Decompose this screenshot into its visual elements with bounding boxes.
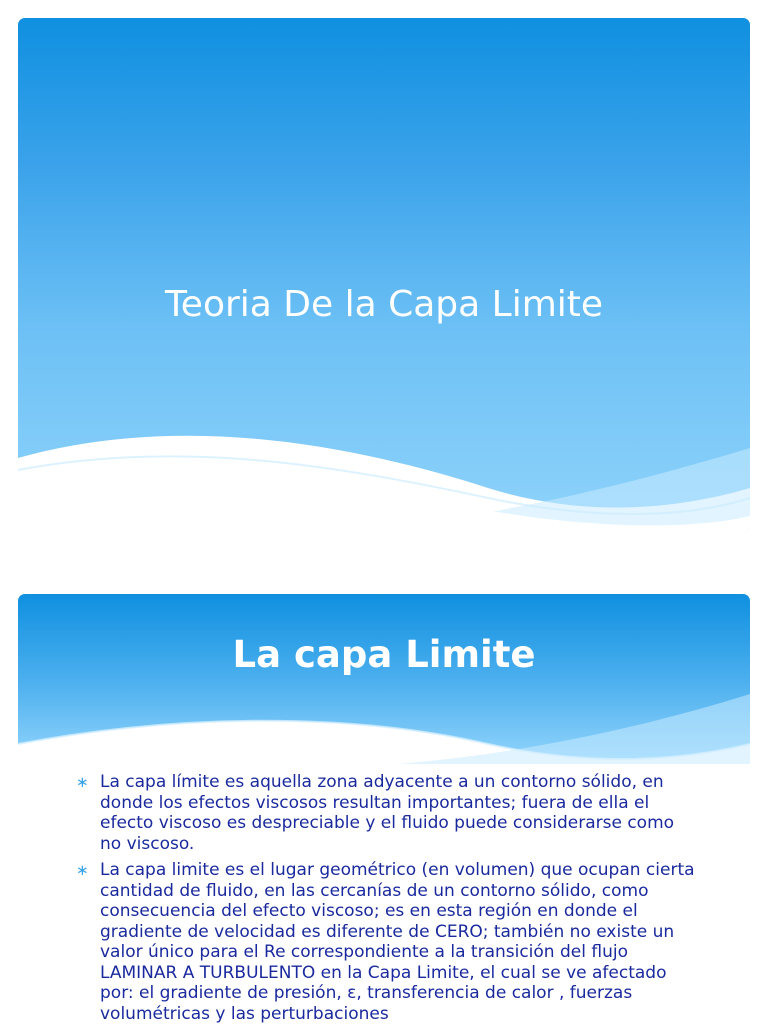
bullet-text: La capa límite es aquella zona adyacente a un contorno sólido, en donde los efectos viscosos resultan importantes; fuera de ella el efecto viscoso es despreciable y el fluido puede considerarse como no viscoso. [100,772,675,854]
bullet-list [60,772,700,1030]
list-item [60,860,700,1024]
asterisk-bullet-icon: ∗ [76,773,89,791]
header-wave-banner [18,594,750,764]
slide-title: Teoria De la Capa Limite [164,284,604,325]
title-slide [18,18,750,532]
asterisk-bullet-icon: ∗ [76,861,89,879]
bullet-text: La capa limite es el lugar geométrico (en volumen) que ocupan cierta cantidad de fluido, en las cercanías de un contorno sólido, como consecuencia del efecto viscoso; es en esta región en donde el gradiente de velocidad es diferente de CERO; también no existe un valor único para el Re correspondiente a la transición del flujo LAMINAR A TURBULENTO en la Capa Limite, el cual se ve afectado por: el gradiente de presión, ε, transferencia de calor , fuerzas volumétricas y las perturbaciones [100,860,695,1024]
slide-title: La capa Limite [232,633,536,676]
wave-decoration [18,18,750,532]
list-item [60,772,700,854]
